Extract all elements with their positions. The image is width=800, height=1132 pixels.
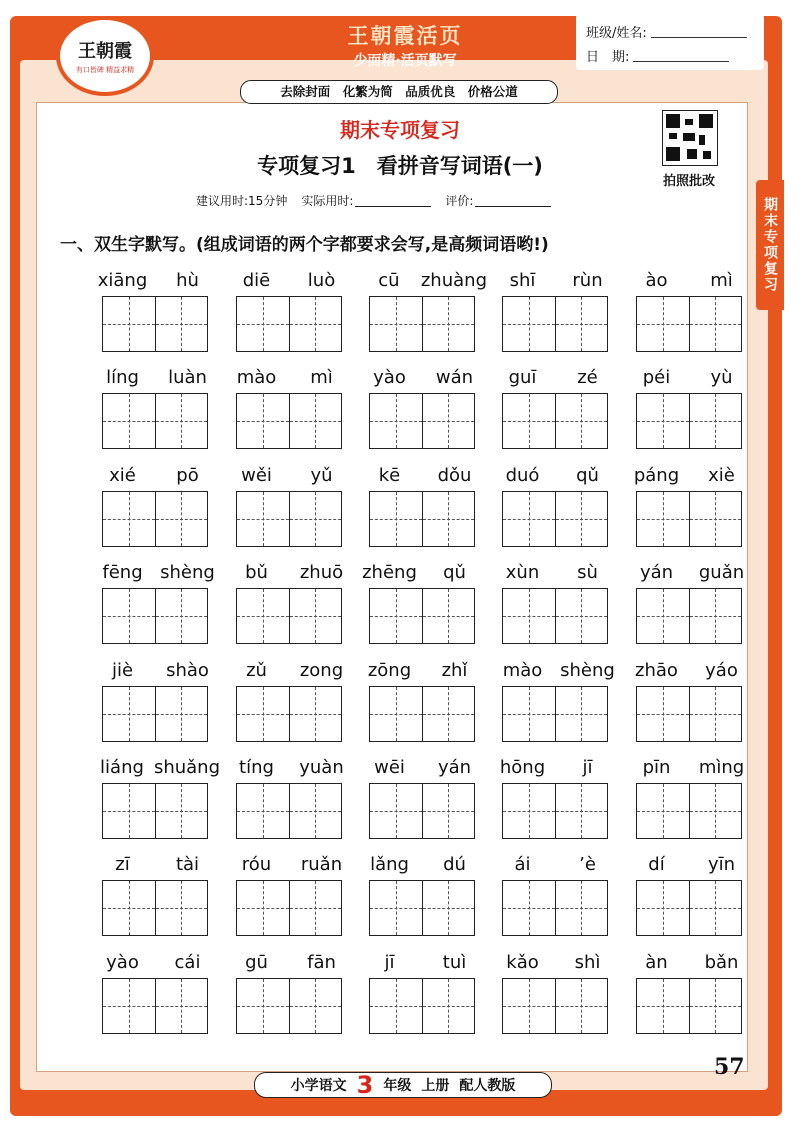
pinyin-syllable: líng (106, 367, 139, 388)
pinyin-syllable: yù (710, 367, 733, 388)
footer-edition: 配人教版 (459, 1078, 516, 1094)
pinyin-label (357, 952, 487, 973)
pinyin-syllable: shì (574, 952, 601, 973)
writing-box[interactable] (370, 394, 422, 448)
pinyin-label (90, 562, 220, 583)
pinyin-syllable: liáng (100, 757, 144, 778)
side-tab: 期末专项复习 (756, 180, 784, 310)
pinyin-syllable: xié (109, 465, 136, 486)
writing-boxes (236, 491, 342, 547)
pinyin-syllable: yào (373, 367, 406, 388)
writing-boxes (369, 686, 475, 742)
writing-box[interactable] (289, 492, 342, 546)
pinyin-label (224, 465, 354, 486)
writing-box[interactable] (503, 394, 555, 448)
pinyin-syllable: páng (633, 465, 680, 486)
pinyin-syllable: rùn (572, 270, 603, 291)
writing-box[interactable] (555, 394, 608, 448)
writing-box[interactable] (503, 492, 555, 546)
pinyin-syllable: wēi (374, 757, 405, 778)
pinyin-label (224, 367, 354, 388)
pinyin-syllable: zī (115, 854, 130, 875)
writing-box[interactable] (689, 589, 742, 643)
motto-banner: 去除封面 化繁为简 品质优良 价格公道 (240, 80, 558, 104)
writing-box[interactable] (155, 784, 208, 838)
writing-boxes (102, 880, 208, 936)
writing-boxes (236, 686, 342, 742)
pinyin-syllable: zǔ (246, 660, 267, 681)
writing-box[interactable] (103, 589, 155, 643)
writing-boxes (102, 296, 208, 352)
class-name-field[interactable] (651, 25, 747, 38)
writing-box[interactable] (289, 979, 342, 1033)
pinyin-syllable: hōng (499, 757, 546, 778)
pinyin-label (490, 367, 620, 388)
pinyin-syllable: guī (508, 367, 537, 388)
pinyin-syllable: kǎo (506, 952, 539, 973)
pinyin-syllable: diē (242, 270, 271, 291)
writing-boxes (102, 393, 208, 449)
writing-boxes (102, 588, 208, 644)
actual-time-field[interactable] (355, 194, 431, 207)
writing-box[interactable] (637, 979, 689, 1033)
writing-boxes (636, 393, 742, 449)
class-name-row (586, 22, 747, 41)
pinyin-label (624, 757, 754, 778)
writing-boxes (636, 296, 742, 352)
pinyin-syllable: zhēng (362, 562, 417, 583)
writing-box[interactable] (689, 297, 742, 351)
pinyin-syllable: bǔ (245, 562, 268, 583)
writing-box[interactable] (155, 297, 208, 351)
pinyin-label (90, 952, 220, 973)
brand-title: 王朝霞活页 (347, 24, 463, 48)
writing-box[interactable] (237, 687, 289, 741)
rating-field[interactable] (475, 194, 551, 207)
pinyin-syllable: guǎn (698, 562, 745, 583)
writing-boxes (502, 393, 608, 449)
qr-label: 拍照批改 (662, 174, 715, 189)
writing-boxes (502, 588, 608, 644)
writing-box[interactable] (370, 687, 422, 741)
student-info-box (576, 14, 764, 70)
pinyin-syllable: xiè (708, 465, 735, 486)
writing-boxes (636, 978, 742, 1034)
pinyin-syllable: zé (577, 367, 598, 388)
pinyin-syllable: hù (176, 270, 199, 291)
pinyin-syllable: shèng (560, 660, 615, 681)
date-field[interactable] (633, 49, 729, 62)
writing-boxes (236, 588, 342, 644)
writing-box[interactable] (103, 297, 155, 351)
writing-boxes (102, 783, 208, 839)
pinyin-label (490, 660, 620, 681)
writing-box[interactable] (237, 394, 289, 448)
pinyin-syllable: jiè (111, 660, 134, 681)
pinyin-label (490, 952, 620, 973)
pinyin-label (90, 465, 220, 486)
writing-boxes (369, 783, 475, 839)
page-number: 57 (714, 1054, 745, 1080)
writing-box[interactable] (555, 492, 608, 546)
pinyin-syllable: zhǐ (441, 660, 468, 681)
writing-box[interactable] (422, 589, 475, 643)
pinyin-syllable: ruǎn (300, 854, 343, 875)
class-name-label: 班级/姓名: (586, 26, 647, 41)
writing-box[interactable] (103, 492, 155, 546)
pinyin-syllable: wěi (241, 465, 272, 486)
writing-box[interactable] (637, 492, 689, 546)
pinyin-syllable: qǔ (576, 465, 599, 486)
writing-box[interactable] (689, 979, 742, 1033)
writing-box[interactable] (503, 979, 555, 1033)
writing-boxes (636, 588, 742, 644)
date-label: 日 期: (586, 50, 630, 65)
writing-box[interactable] (503, 297, 555, 351)
pinyin-syllable: xiāng (97, 270, 148, 291)
pinyin-label (224, 952, 354, 973)
pinyin-syllable: pīn (642, 757, 671, 778)
writing-box[interactable] (103, 784, 155, 838)
writing-boxes (102, 686, 208, 742)
writing-boxes (502, 296, 608, 352)
writing-box[interactable] (289, 589, 342, 643)
writing-box[interactable] (155, 881, 208, 935)
qr-code-icon[interactable] (662, 110, 718, 166)
writing-box[interactable] (422, 687, 475, 741)
writing-boxes (236, 393, 342, 449)
writing-box[interactable] (422, 881, 475, 935)
pinyin-label (490, 854, 620, 875)
writing-box[interactable] (637, 394, 689, 448)
writing-box[interactable] (555, 881, 608, 935)
writing-boxes (369, 296, 475, 352)
writing-boxes (236, 296, 342, 352)
pinyin-syllable: dú (443, 854, 466, 875)
pinyin-syllable: bǎn (704, 952, 739, 973)
pinyin-syllable: shào (166, 660, 209, 681)
writing-box[interactable] (422, 394, 475, 448)
pinyin-syllable: tài (175, 854, 200, 875)
writing-boxes (369, 393, 475, 449)
writing-boxes (636, 783, 742, 839)
footer-volume: 上册 (421, 1078, 450, 1094)
pinyin-syllable: yīn (707, 854, 736, 875)
writing-box[interactable] (555, 979, 608, 1033)
pinyin-syllable: fān (307, 952, 336, 973)
pinyin-syllable: zong (299, 660, 344, 681)
pinyin-syllable: yán (639, 562, 674, 583)
writing-box[interactable] (637, 784, 689, 838)
writing-box[interactable] (370, 979, 422, 1033)
pinyin-syllable: zōng (367, 660, 412, 681)
pinyin-label (357, 465, 487, 486)
pinyin-syllable: yǔ (310, 465, 333, 486)
pinyin-label (357, 270, 487, 291)
pinyin-syllable: àn (645, 952, 668, 973)
writing-box[interactable] (637, 589, 689, 643)
writing-box[interactable] (637, 881, 689, 935)
pinyin-syllable: zhuō (299, 562, 344, 583)
writing-box[interactable] (422, 979, 475, 1033)
pinyin-syllable: ào (645, 270, 668, 291)
writing-box[interactable] (503, 881, 555, 935)
pinyin-syllable: shèng (160, 562, 215, 583)
pinyin-syllable: cái (174, 952, 201, 973)
pinyin-syllable: jī (384, 952, 395, 973)
writing-box[interactable] (103, 881, 155, 935)
brand-slogan: 少而精·活页默写 (353, 53, 457, 69)
writing-box[interactable] (689, 784, 742, 838)
writing-box[interactable] (155, 687, 208, 741)
pinyin-label (624, 952, 754, 973)
pinyin-syllable: gū (245, 952, 268, 973)
pinyin-syllable: yào (106, 952, 139, 973)
writing-box[interactable] (555, 297, 608, 351)
writing-box[interactable] (370, 589, 422, 643)
writing-box[interactable] (503, 784, 555, 838)
pinyin-syllable: sù (577, 562, 598, 583)
pinyin-syllable: xùn (505, 562, 540, 583)
writing-boxes (502, 491, 608, 547)
pinyin-label (90, 757, 220, 778)
writing-box[interactable] (289, 687, 342, 741)
pinyin-syllable: jī (582, 757, 593, 778)
logo-subtext: 有口皆碑 精益求精 (75, 66, 135, 74)
pinyin-syllable: tíng (239, 757, 274, 778)
pinyin-syllable: kē (378, 465, 401, 486)
pinyin-syllable: tuì (442, 952, 467, 973)
pinyin-syllable: qǔ (443, 562, 466, 583)
pinyin-syllable: zhuàng (420, 270, 487, 291)
instruction-text: 一、双生字默写。(组成词语的两个字都要求会写,是高频词语哟!) (60, 235, 549, 255)
writing-box[interactable] (637, 297, 689, 351)
pinyin-syllable: fēng (102, 562, 143, 583)
pinyin-label (90, 660, 220, 681)
writing-box[interactable] (289, 297, 342, 351)
writing-box[interactable] (289, 784, 342, 838)
writing-box[interactable] (503, 589, 555, 643)
pinyin-label (357, 562, 487, 583)
writing-box[interactable] (155, 394, 208, 448)
writing-box[interactable] (637, 687, 689, 741)
pinyin-syllable: duó (505, 465, 540, 486)
pinyin-syllable: dí (648, 854, 665, 875)
pinyin-label (624, 562, 754, 583)
writing-boxes (636, 491, 742, 547)
writing-boxes (369, 880, 475, 936)
writing-box[interactable] (422, 297, 475, 351)
writing-box[interactable] (155, 979, 208, 1033)
writing-box[interactable] (237, 492, 289, 546)
date-row (586, 46, 729, 65)
logo-text: 王朝霞 (78, 41, 132, 62)
writing-box[interactable] (555, 687, 608, 741)
pinyin-label (224, 270, 354, 291)
section-title: 期末专项复习 (340, 118, 460, 142)
pinyin-syllable: wán (435, 367, 474, 388)
page-title: 专项复习1 看拼音写词语(一) (257, 154, 543, 178)
writing-boxes (369, 978, 475, 1034)
pinyin-label (624, 465, 754, 486)
rating-label: 评价: (445, 194, 474, 208)
writing-box[interactable] (555, 784, 608, 838)
writing-boxes (502, 880, 608, 936)
writing-boxes (236, 783, 342, 839)
writing-box[interactable] (103, 687, 155, 741)
pinyin-syllable: zhāo (635, 660, 678, 681)
writing-box[interactable] (689, 492, 742, 546)
pinyin-syllable: mì (310, 367, 333, 388)
pinyin-syllable: ái (514, 854, 531, 875)
pinyin-label (490, 465, 620, 486)
writing-boxes (369, 588, 475, 644)
pinyin-syllable: yuàn (299, 757, 344, 778)
writing-box[interactable] (370, 297, 422, 351)
pinyin-syllable: cū (378, 270, 400, 291)
footer-grade-suffix: 年级 (383, 1078, 412, 1094)
pinyin-label (90, 270, 220, 291)
pinyin-syllable: róu (241, 854, 272, 875)
pinyin-label (490, 562, 620, 583)
writing-box[interactable] (370, 784, 422, 838)
pinyin-label (90, 367, 220, 388)
writing-box[interactable] (370, 881, 422, 935)
writing-box[interactable] (503, 687, 555, 741)
pinyin-label (224, 854, 354, 875)
timing-row (196, 192, 565, 209)
pinyin-syllable: mì (710, 270, 733, 291)
writing-box[interactable] (237, 784, 289, 838)
writing-boxes (102, 491, 208, 547)
writing-boxes (502, 978, 608, 1034)
pinyin-label (357, 660, 487, 681)
writing-box[interactable] (237, 881, 289, 935)
pinyin-syllable: shuǎng (153, 757, 220, 778)
writing-boxes (102, 978, 208, 1034)
pinyin-syllable: dǒu (437, 465, 472, 486)
pinyin-label (624, 854, 754, 875)
writing-box[interactable] (422, 492, 475, 546)
writing-box[interactable] (237, 297, 289, 351)
writing-box[interactable] (689, 881, 742, 935)
footer-banner (254, 1072, 552, 1098)
writing-box[interactable] (237, 979, 289, 1033)
writing-boxes (636, 686, 742, 742)
footer-grade: 3 (356, 1071, 374, 1099)
writing-box[interactable] (689, 687, 742, 741)
publisher-logo (56, 16, 154, 96)
pinyin-syllable: mào (236, 367, 277, 388)
pinyin-syllable: péi (642, 367, 671, 388)
writing-boxes (502, 783, 608, 839)
pinyin-label (490, 757, 620, 778)
pinyin-syllable: mào (502, 660, 543, 681)
writing-boxes (502, 686, 608, 742)
pinyin-label (224, 562, 354, 583)
pinyin-syllable: pō (176, 465, 199, 486)
writing-boxes (236, 880, 342, 936)
writing-box[interactable] (555, 589, 608, 643)
writing-box[interactable] (422, 784, 475, 838)
writing-boxes (636, 880, 742, 936)
pinyin-syllable: shī (509, 270, 536, 291)
writing-box[interactable] (289, 881, 342, 935)
writing-box[interactable] (103, 979, 155, 1033)
writing-box[interactable] (237, 589, 289, 643)
pinyin-label (357, 367, 487, 388)
pinyin-label (357, 757, 487, 778)
writing-boxes (369, 491, 475, 547)
pinyin-label (624, 660, 754, 681)
pinyin-syllable: luò (307, 270, 336, 291)
pinyin-label (90, 854, 220, 875)
writing-box[interactable] (155, 589, 208, 643)
writing-box[interactable] (370, 492, 422, 546)
pinyin-syllable: luàn (168, 367, 207, 388)
pinyin-label (624, 270, 754, 291)
suggested-time: 建议用时:15分钟 (196, 194, 288, 208)
writing-box[interactable] (155, 492, 208, 546)
writing-box[interactable] (689, 394, 742, 448)
pinyin-label (357, 854, 487, 875)
actual-time-label: 实际用时: (301, 194, 354, 208)
pinyin-syllable: yán (437, 757, 472, 778)
pinyin-label (224, 660, 354, 681)
writing-boxes (236, 978, 342, 1034)
pinyin-label (490, 270, 620, 291)
pinyin-syllable: lǎng (370, 854, 409, 875)
pinyin-syllable: mìng (698, 757, 745, 778)
pinyin-label (624, 367, 754, 388)
pinyin-syllable: yáo (705, 660, 738, 681)
writing-box[interactable] (103, 394, 155, 448)
pinyin-label (224, 757, 354, 778)
writing-box[interactable] (289, 394, 342, 448)
pinyin-syllable: ’è (579, 854, 596, 875)
footer-subject: 小学语文 (290, 1078, 347, 1094)
